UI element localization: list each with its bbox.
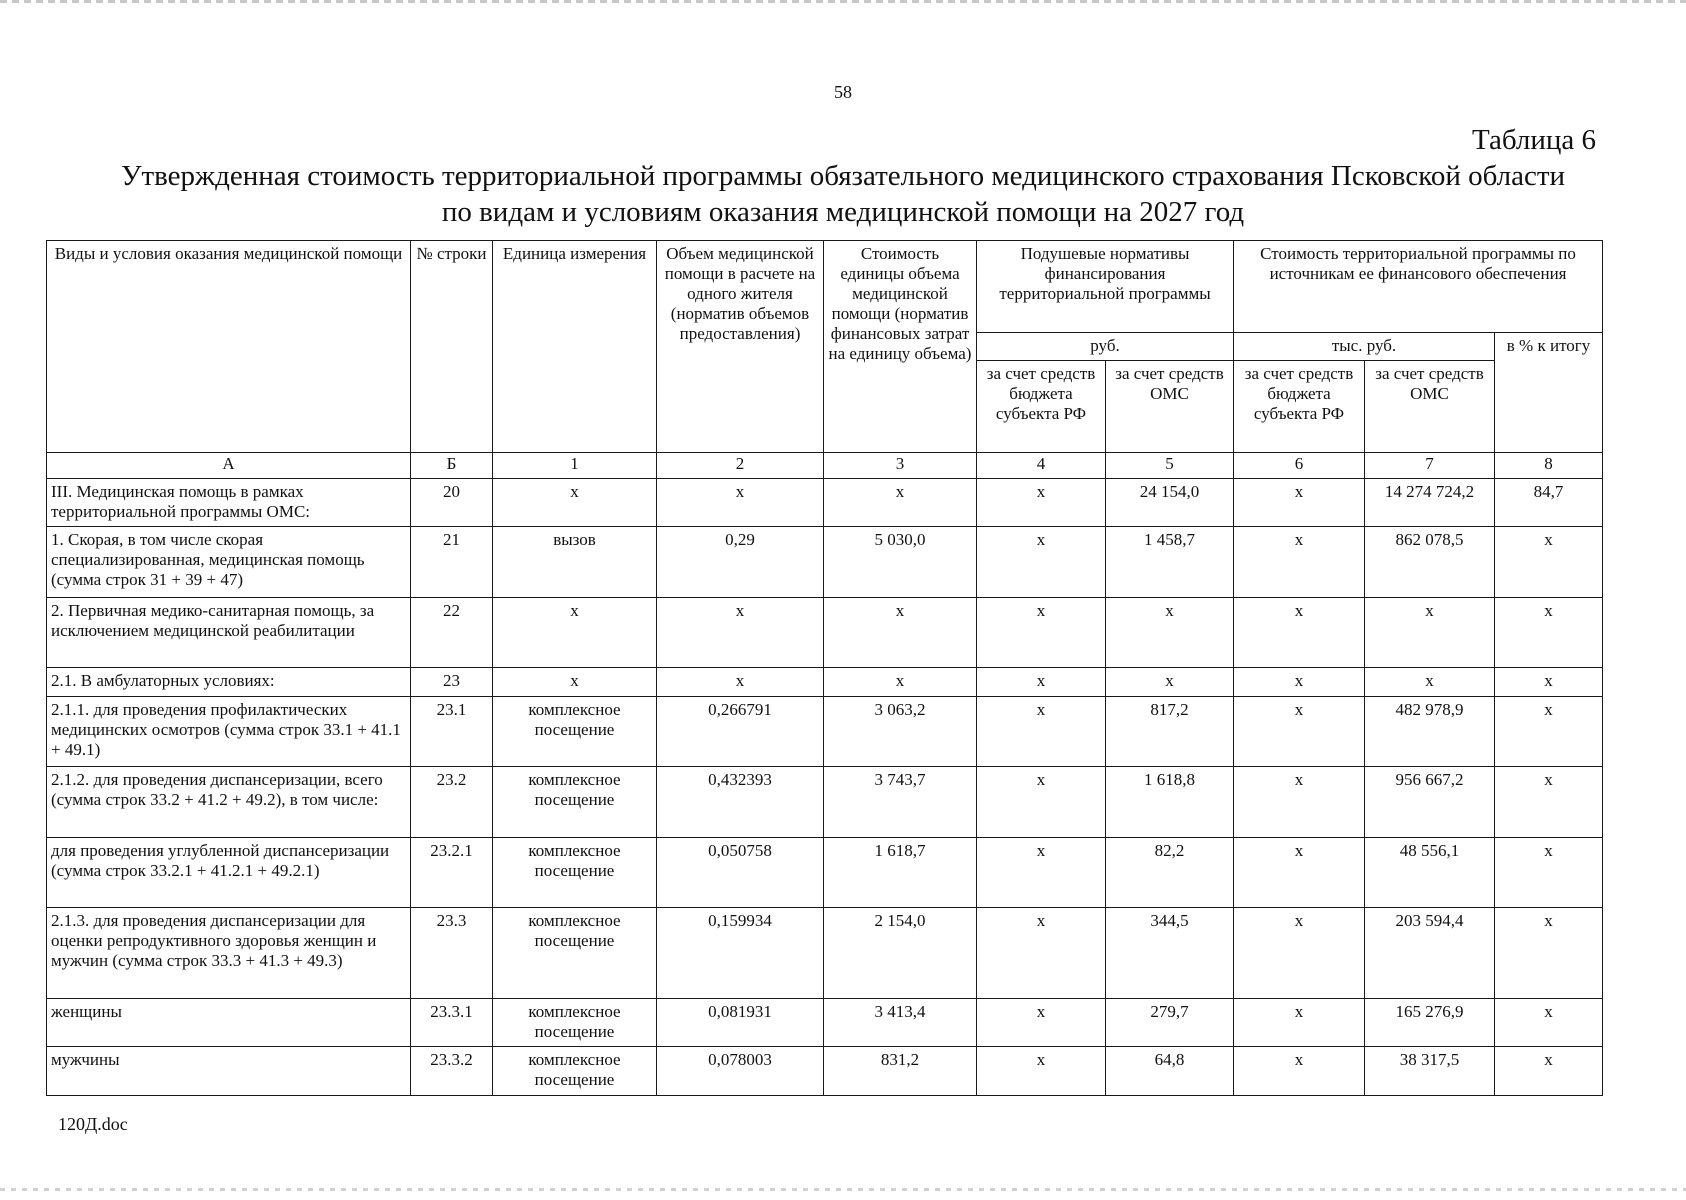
row-percent: х xyxy=(1495,908,1603,999)
index-cell: А xyxy=(47,452,411,478)
page-number: 58 xyxy=(834,82,852,102)
row-norm-budget: х xyxy=(977,597,1106,668)
row-cost-budget: х xyxy=(1234,668,1365,696)
row-volume: 0,432393 xyxy=(657,767,824,838)
index-cell: 8 xyxy=(1495,452,1603,478)
row-norm-budget: х xyxy=(977,1047,1106,1096)
header-col-b: № строки xyxy=(411,241,493,453)
header-col-7: за счет средств ОМС xyxy=(1365,360,1495,452)
row-name: 2.1.2. для проведения диспансеризации, всего (сумма строк 33.2 + 41.2 + 49.2), в том числе: xyxy=(47,767,411,838)
row-percent: х xyxy=(1495,767,1603,838)
index-cell: 6 xyxy=(1234,452,1365,478)
row-number: 23.3 xyxy=(411,908,493,999)
row-percent: х xyxy=(1495,999,1603,1047)
row-cost-budget: х xyxy=(1234,908,1365,999)
row-norm-oms: 64,8 xyxy=(1106,1047,1234,1096)
row-unit-cost: 3 743,7 xyxy=(824,767,977,838)
row-norm-budget: х xyxy=(977,527,1106,598)
table-row xyxy=(47,767,1603,838)
header-thous-rub: тыс. руб. xyxy=(1234,332,1495,360)
row-volume: х xyxy=(657,668,824,696)
row-name: 2.1.3. для проведения диспансеризации для оценки репродуктивного здоровья женщин и мужчин (сумма строк 33.3 + 41.3 + 49.3) xyxy=(47,908,411,999)
row-norm-budget: х xyxy=(977,696,1106,767)
table-label: Таблица 6 xyxy=(1471,124,1596,156)
header-col-a: Виды и условия оказания медицинской помощи xyxy=(47,241,411,453)
row-cost-budget: х xyxy=(1234,767,1365,838)
row-unit: комплексное посещение xyxy=(493,696,657,767)
row-percent: 84,7 xyxy=(1495,478,1603,526)
document-title-line-1: Утвержденная стоимость территориальной программы обязательного медицинского страхования Псковской области xyxy=(120,160,1566,192)
row-unit-cost: х xyxy=(824,668,977,696)
row-norm-budget: х xyxy=(977,837,1106,908)
row-cost-oms: 862 078,5 xyxy=(1365,527,1495,598)
row-name: 2.1. В амбулаторных условиях: xyxy=(47,668,411,696)
index-cell: 1 xyxy=(493,452,657,478)
table-row xyxy=(47,478,1603,526)
row-name: для проведения углубленной диспансеризации (сумма строк 33.2.1 + 41.2.1 + 49.2.1) xyxy=(47,837,411,908)
row-number: 20 xyxy=(411,478,493,526)
row-cost-oms: х xyxy=(1365,668,1495,696)
row-volume: 0,081931 xyxy=(657,999,824,1047)
cost-table xyxy=(46,240,1603,1096)
row-cost-oms: 956 667,2 xyxy=(1365,767,1495,838)
table-row xyxy=(47,1047,1603,1096)
document-title-line-2: по видам и условиям оказания медицинской помощи на 2027 год xyxy=(441,196,1245,228)
row-cost-oms: 165 276,9 xyxy=(1365,999,1495,1047)
header-col-2: Объем медицинской помощи в расчете на одного жителя (норматив объемов предоставления) xyxy=(657,241,824,453)
row-number: 22 xyxy=(411,597,493,668)
row-unit-cost: 3 413,4 xyxy=(824,999,977,1047)
row-name: III. Медицинская помощь в рамках территориальной программы ОМС: xyxy=(47,478,411,526)
row-number: 23.3.1 xyxy=(411,999,493,1047)
row-number: 23.3.2 xyxy=(411,1047,493,1096)
row-norm-oms: 279,7 xyxy=(1106,999,1234,1047)
row-norm-budget: х xyxy=(977,999,1106,1047)
row-norm-oms: 24 154,0 xyxy=(1106,478,1234,526)
row-unit: х xyxy=(493,478,657,526)
row-volume: 0,159934 xyxy=(657,908,824,999)
row-volume: х xyxy=(657,478,824,526)
index-row xyxy=(47,452,1603,478)
row-norm-oms: 82,2 xyxy=(1106,837,1234,908)
row-percent: х xyxy=(1495,527,1603,598)
row-unit: комплексное посещение xyxy=(493,999,657,1047)
row-unit-cost: 831,2 xyxy=(824,1047,977,1096)
row-name: 2. Первичная медико-санитарная помощь, за исключением медицинской реабилитации xyxy=(47,597,411,668)
row-unit-cost: 1 618,7 xyxy=(824,837,977,908)
row-norm-oms: 817,2 xyxy=(1106,696,1234,767)
row-cost-budget: х xyxy=(1234,837,1365,908)
table-row xyxy=(47,908,1603,999)
scan-edge-top xyxy=(0,0,1686,3)
row-percent: х xyxy=(1495,696,1603,767)
row-percent: х xyxy=(1495,837,1603,908)
header-row-1 xyxy=(47,241,1603,333)
row-unit: комплексное посещение xyxy=(493,908,657,999)
row-unit-cost: 2 154,0 xyxy=(824,908,977,999)
header-col-4: за счет средств бюджета субъекта РФ xyxy=(977,360,1106,452)
row-name: мужчины xyxy=(47,1047,411,1096)
row-cost-oms: 203 594,4 xyxy=(1365,908,1495,999)
row-cost-budget: х xyxy=(1234,1047,1365,1096)
header-group-norms: Подушевые нормативы финансирования территориальной программы xyxy=(977,241,1234,333)
row-cost-budget: х xyxy=(1234,999,1365,1047)
header-group-cost: Стоимость территориальной программы по источникам ее финансового обеспечения xyxy=(1234,241,1603,333)
row-unit: комплексное посещение xyxy=(493,1047,657,1096)
row-volume: 0,078003 xyxy=(657,1047,824,1096)
row-name: 2.1.1. для проведения профилактических медицинских осмотров (сумма строк 33.1 + 41.1 + 49.1) xyxy=(47,696,411,767)
footer-filename: 120Д.doc xyxy=(58,1114,128,1134)
row-cost-oms: 14 274 724,2 xyxy=(1365,478,1495,526)
table-row xyxy=(47,527,1603,598)
row-unit: комплексное посещение xyxy=(493,767,657,838)
header-rub: руб. xyxy=(977,332,1234,360)
table-row xyxy=(47,999,1603,1047)
row-norm-budget: х xyxy=(977,478,1106,526)
row-unit-cost: х xyxy=(824,597,977,668)
row-norm-oms: 1 458,7 xyxy=(1106,527,1234,598)
row-cost-budget: х xyxy=(1234,597,1365,668)
index-cell: Б xyxy=(411,452,493,478)
row-norm-oms: 1 618,8 xyxy=(1106,767,1234,838)
header-col-3: Стоимость единицы объема медицинской помощи (норматив финансовых затрат на единицу объема) xyxy=(824,241,977,453)
index-cell: 3 xyxy=(824,452,977,478)
row-cost-budget: х xyxy=(1234,696,1365,767)
index-cell: 5 xyxy=(1106,452,1234,478)
document-title xyxy=(40,158,1646,230)
index-cell: 7 xyxy=(1365,452,1495,478)
row-number: 23 xyxy=(411,668,493,696)
row-name: 1. Скорая, в том числе скорая специализированная, медицинская помощь (сумма строк 31 + 39 + 47) xyxy=(47,527,411,598)
row-norm-oms: х xyxy=(1106,668,1234,696)
header-col-5: за счет средств ОМС xyxy=(1106,360,1234,452)
row-unit-cost: 3 063,2 xyxy=(824,696,977,767)
header-col-1: Единица измерения xyxy=(493,241,657,453)
index-cell: 2 xyxy=(657,452,824,478)
header-col-6: за счет средств бюджета субъекта РФ xyxy=(1234,360,1365,452)
index-cell: 4 xyxy=(977,452,1106,478)
row-volume: 0,050758 xyxy=(657,837,824,908)
row-number: 23.2 xyxy=(411,767,493,838)
row-norm-budget: х xyxy=(977,767,1106,838)
row-unit: вызов xyxy=(493,527,657,598)
row-percent: х xyxy=(1495,1047,1603,1096)
row-number: 21 xyxy=(411,527,493,598)
row-percent: х xyxy=(1495,597,1603,668)
row-number: 23.2.1 xyxy=(411,837,493,908)
row-unit: х xyxy=(493,597,657,668)
header-percent: в % к итогу xyxy=(1495,332,1603,452)
row-name: женщины xyxy=(47,999,411,1047)
row-cost-budget: х xyxy=(1234,527,1365,598)
row-volume: х xyxy=(657,597,824,668)
table-row xyxy=(47,837,1603,908)
row-norm-budget: х xyxy=(977,908,1106,999)
row-unit: х xyxy=(493,668,657,696)
row-cost-oms: 48 556,1 xyxy=(1365,837,1495,908)
row-norm-oms: 344,5 xyxy=(1106,908,1234,999)
row-cost-oms: 482 978,9 xyxy=(1365,696,1495,767)
row-unit-cost: х xyxy=(824,478,977,526)
table-row xyxy=(47,597,1603,668)
row-volume: 0,29 xyxy=(657,527,824,598)
row-unit: комплексное посещение xyxy=(493,837,657,908)
row-unit-cost: 5 030,0 xyxy=(824,527,977,598)
row-cost-oms: х xyxy=(1365,597,1495,668)
row-cost-budget: х xyxy=(1234,478,1365,526)
row-norm-oms: х xyxy=(1106,597,1234,668)
row-volume: 0,266791 xyxy=(657,696,824,767)
row-number: 23.1 xyxy=(411,696,493,767)
table-row xyxy=(47,668,1603,696)
row-percent: х xyxy=(1495,668,1603,696)
row-cost-oms: 38 317,5 xyxy=(1365,1047,1495,1096)
row-norm-budget: х xyxy=(977,668,1106,696)
scan-edge-bottom xyxy=(0,1188,1686,1191)
table-row xyxy=(47,696,1603,767)
